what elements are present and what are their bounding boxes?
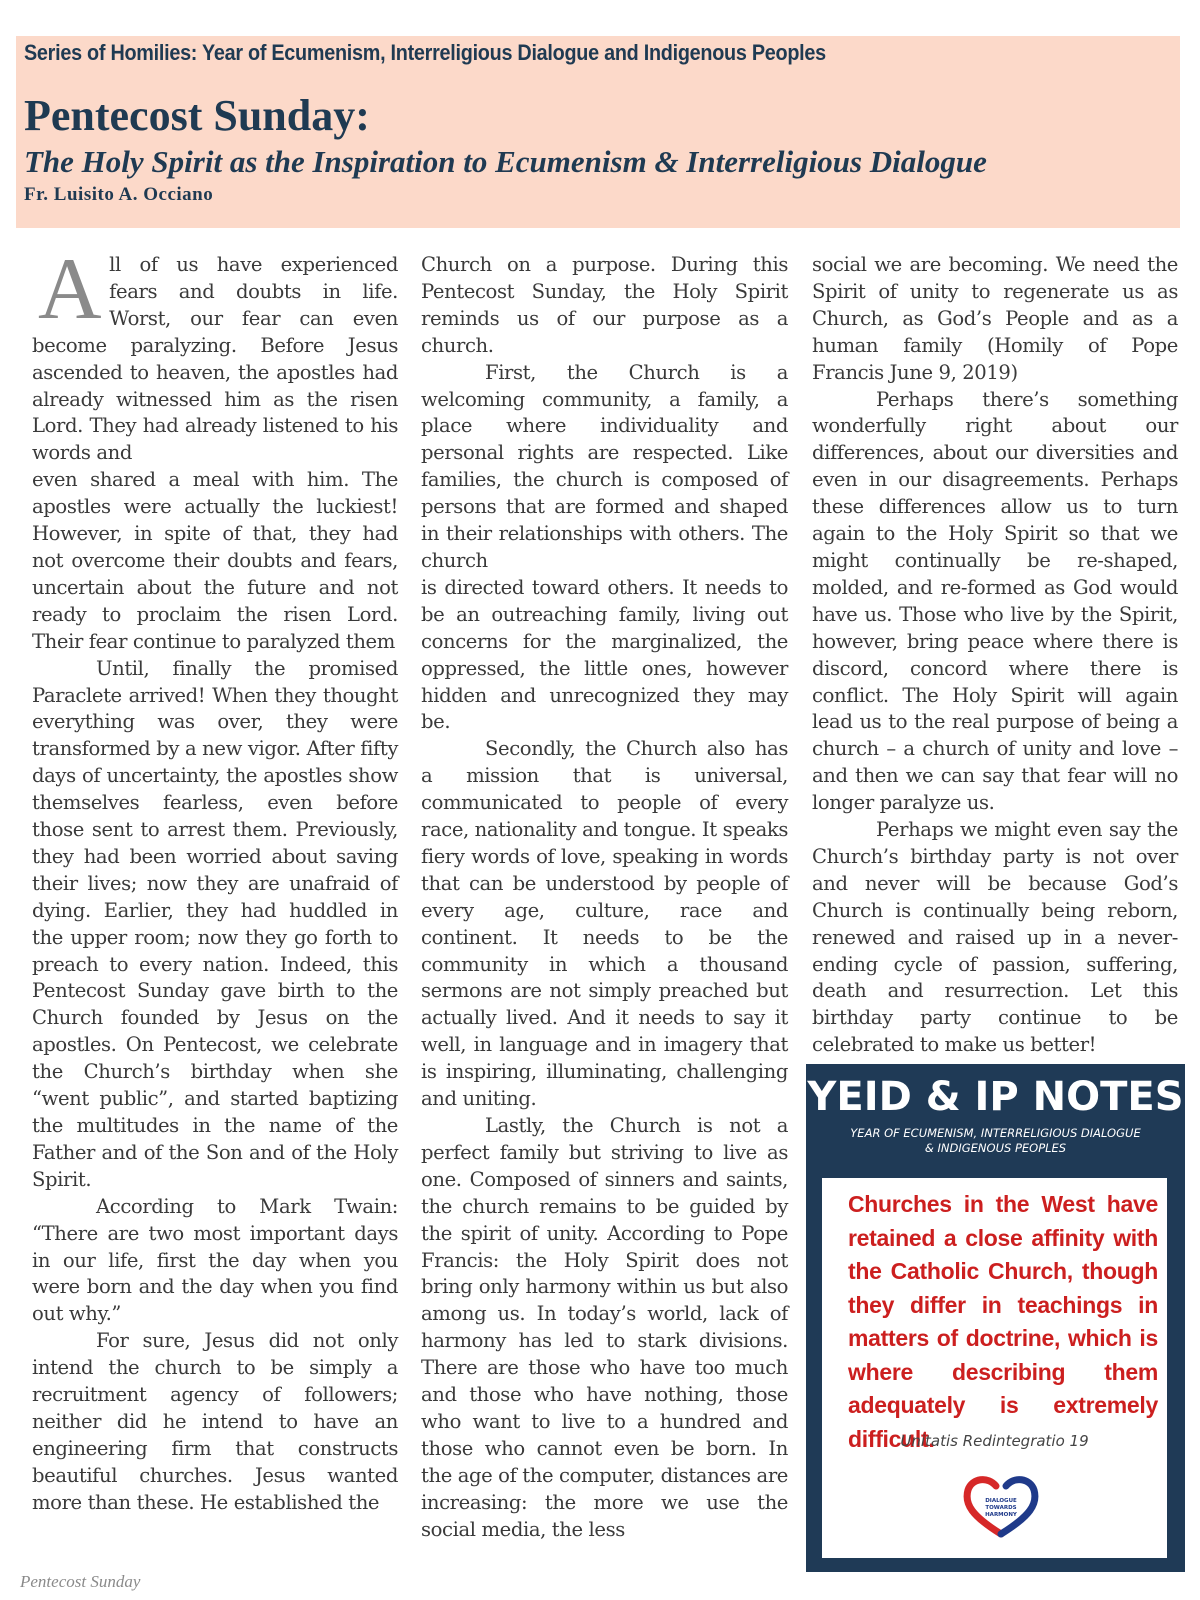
notes-quote-panel (822, 1178, 1167, 1558)
notes-subtitle-line-2: & INDIGENOUS PEOPLES (924, 1141, 1067, 1155)
paragraph: Lastly, the Church is not a perfect family but striving to live as one. Composed of sinners and saints, the church remains to be guided by the spirit of unity. According to Pope Francis: the Holy Spirit does not bring only harmony within us but also among us. In today’s world, lack of harmony has led to stark divisions. There are those who have too much and those who have nothing, those who want to live to a hundred and those who cannot even be born. In the age of the computer, distances are increasing: the more we use the social media, the less (421, 1114, 788, 1541)
paragraph: is directed toward others. It needs to be an outreaching family, living out concerns for the marginalized, the oppressed, the little ones, however hidden and unrecognized they may be. (421, 575, 788, 734)
text-column-3 (812, 252, 1178, 1059)
drop-cap: A (38, 241, 102, 338)
page-footer: Pentecost Sunday (20, 1572, 141, 1591)
paragraph (32, 241, 398, 467)
paragraph: According to Mark Twain: “There are two most important days in our life, first the day when you were born and the day when you find out why.” (32, 1194, 398, 1326)
notes-subtitle (806, 1126, 1185, 1156)
notes-title: YEID & IP NOTES (807, 1074, 1184, 1120)
logo-text-line-3: HARMONY (985, 1512, 1017, 1518)
paragraph: First, the Church is a welcoming community, a family, a place where individuality and personal rights are respected. Like families, the church is composed of persons that are formed and shaped in their relationships with others. The church (421, 360, 788, 572)
series-title: Series of Homilies: Year of Ecumenism, Interreligious Dialogue and Indigenous Peoples (24, 40, 826, 65)
notes-box (806, 1064, 1185, 1572)
text-column-2 (421, 252, 788, 1544)
paragraph: For sure, Jesus did not only intend the church to be simply a recruitment agency of followers; neither did he intend to have an engineering firm that constructs beautiful churches. Jesus wanted more than these. He established the (32, 1329, 398, 1514)
dialogue-towards-harmony-logo (962, 1474, 1040, 1538)
page-subtitle: The Holy Spirit as the Inspiration to Ecumenism & Interreligious Dialogue (24, 144, 987, 179)
paragraph: Until, finally the promised Paraclete arrived! When they thought everything was over, they were transformed by a new vigor. After fifty days of uncertainty, the apostles show themselves fearless, even before those sent to arrest them. Previously, they had been worried about saving their lives; now they are unafraid of dying. Earlier, they had huddled in the upper room; now they go forth to preach to every nation. Indeed, this Pentecost Sunday gave birth to the Church founded by Jesus on the apostles. On Pentecost, we celebrate the Church’s birthday when she “went public”, and started baptizing the multitudes in the name of the Father and of the Son and of the Holy Spirit. (32, 656, 398, 1191)
header-banner (16, 36, 1180, 228)
paragraph-text: ll of us have experienced fears and doubts in life. Worst, our fear can even become paralyzing. Before Jesus ascended to heaven, the apostles had already witnessed him as the risen Lord. They had already listened to his words and (32, 253, 398, 465)
author-name: Fr. Luisito A. Occiano (24, 184, 214, 205)
paragraph: Secondly, the Church also has a mission that is universal, communicated to people of every race, nationality and tongue. It speaks fiery words of love, speaking in words that can be understood by people of every age, culture, race and continent. It needs to be the community in which a thousand sermons are not simply preached but actually lived. And it needs to say it well, in language and in imagery that is inspiring, illuminating, challenging and uniting. (421, 737, 788, 1111)
notes-subtitle-line-1: YEAR OF ECUMENISM, INTERRELIGIOUS DIALOGUE (850, 1126, 1141, 1140)
notes-quote: Churches in the West have retained a close affinity with the Catholic Church, though they differ in teachings in matters of doctrine, which is where describing them adequately is extremely difficult. (848, 1191, 1158, 1452)
paragraph: Perhaps we might even say the Church’s birthday party is not over and never will be because God’s Church is continually being reborn, renewed and raised up in a never-ending cycle of passion, suffering, death and resurrection. Let this birthday party continue to be celebrated to make us better! (812, 818, 1178, 1057)
logo-text-line-2: TOWARDS (985, 1505, 1017, 1511)
paragraph: even shared a meal with him. The apostles were actually the luckiest! However, in spite of that, they had not overcome their doubts and fears, uncertain about the future and not ready to proclaim the risen Lord. Their fear continue to paralyzed them (32, 468, 398, 653)
page-title: Pentecost Sunday: (24, 91, 370, 140)
text-column-1 (32, 241, 398, 1517)
paragraph: social we are becoming. We need the Spirit of unity to regenerate us as Church, as God’s People and as a human family (Homily of Pope Francis June 9, 2019) (812, 253, 1178, 384)
notes-quote-source: Unitatis Redintegratio 19 (900, 1432, 1089, 1450)
logo-text-line-1: DIALOGUE (985, 1498, 1017, 1504)
paragraph: Church on a purpose. During this Pentecost Sunday, the Holy Spirit reminds us of our purpose as a church. (421, 253, 788, 357)
paragraph: Perhaps there’s something wonderfully right about our differences, about our diversities and even in our disagreements. Perhaps these differences allow us to turn again to the Holy Spirit so that we might continually be re-shaped, molded, and re-formed as God would have us. Those who live by the Spirit, however, bring peace where there is discord, concord where there is conflict. The Holy Spirit will again lead us to the real purpose of being a church – a church of unity and love – and then we can say that fear will no longer paralyze us. (812, 387, 1178, 815)
